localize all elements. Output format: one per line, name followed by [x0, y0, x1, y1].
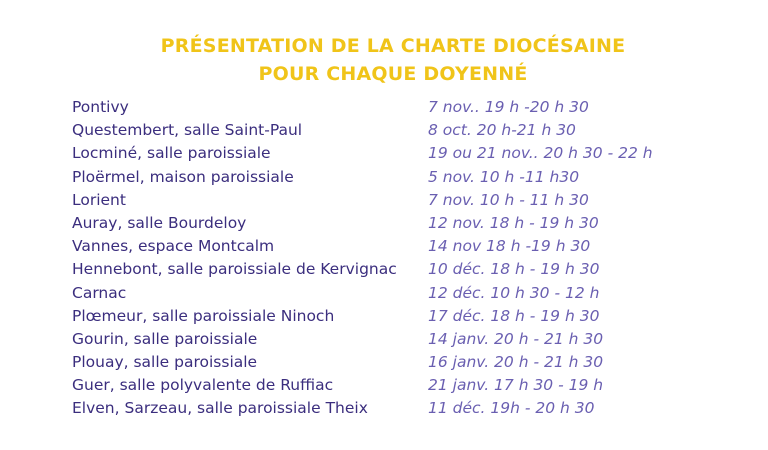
session-time: 7 nov.. 19 h -20 h 30: [428, 98, 589, 116]
list-item: [72, 305, 692, 328]
place-name: Hennebont, salle paroissiale de Kervignac: [72, 260, 397, 279]
list-item: [72, 351, 692, 374]
place-name: Pontivy: [72, 98, 129, 116]
session-time: 14 nov 18 h -19 h 30: [428, 237, 591, 256]
session-time: 17 déc. 18 h - 19 h 30: [428, 306, 600, 325]
session-time: 12 déc. 10 h 30 - 12 h: [428, 283, 600, 302]
session-time: 12 nov. 18 h - 19 h 30: [428, 213, 599, 232]
list-item: [72, 328, 692, 351]
session-time: 16 janv. 20 h - 21 h 30: [428, 353, 604, 372]
page-title-line-1: PRÉSENTATION DE LA CHARTE DIOCÉSAINE: [160, 35, 626, 57]
place-name: Vannes, espace Montcalm: [72, 237, 275, 256]
place-name: Carnac: [72, 283, 127, 302]
list-item: [72, 212, 692, 235]
place-name: Gourin, salle paroissiale: [72, 329, 258, 348]
session-time: 14 janv. 20 h - 21 h 30: [428, 329, 604, 348]
place-name: Locminé, salle paroissiale: [72, 144, 271, 163]
list-item: [72, 282, 692, 305]
session-time: 7 nov. 10 h - 11 h 30: [428, 190, 589, 209]
session-time: 5 nov. 10 h -11 h30: [428, 167, 580, 186]
page-title-line-2: POUR CHAQUE DOYENNÉ: [258, 63, 528, 85]
list-item: [72, 189, 692, 212]
schedule-list: [72, 96, 692, 421]
session-time: 19 ou 21 nov.. 20 h 30 - 22 h: [428, 144, 653, 163]
list-item: [72, 119, 692, 142]
list-item: [72, 96, 692, 119]
place-name: Auray, salle Bourdeloy: [72, 213, 247, 232]
list-item: [72, 397, 692, 420]
title-block: [0, 32, 768, 88]
place-name: Ploërmel, maison paroissiale: [72, 167, 294, 186]
place-name: Guer, salle polyvalente de Ruffiac: [72, 376, 334, 395]
session-time: 21 janv. 17 h 30 - 19 h: [428, 376, 604, 395]
list-item: [72, 142, 692, 165]
place-name: Lorient: [72, 190, 126, 209]
place-name: Elven, Sarzeau, salle paroissiale Theix: [72, 399, 368, 418]
list-item: [72, 166, 692, 189]
place-name: Plouay, salle paroissiale: [72, 353, 258, 372]
list-item: [72, 374, 692, 397]
session-time: 10 déc. 18 h - 19 h 30: [428, 260, 600, 279]
place-name: Questembert, salle Saint-Paul: [72, 121, 303, 140]
list-item: [72, 258, 692, 281]
session-time: 11 déc. 19h - 20 h 30: [428, 399, 595, 418]
place-name: Plœmeur, salle paroissiale Ninoch: [72, 306, 335, 325]
list-item: [72, 235, 692, 258]
session-time: 8 oct. 20 h-21 h 30: [428, 121, 576, 140]
